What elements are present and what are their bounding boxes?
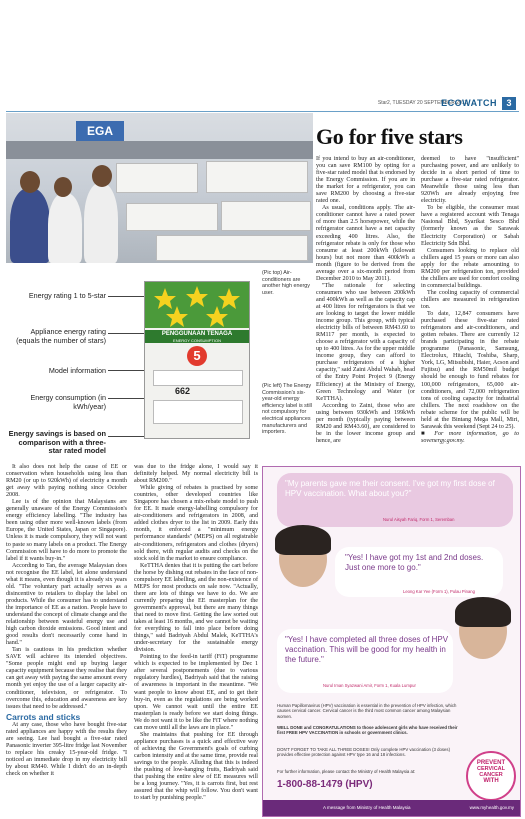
stars-graphic [145, 282, 249, 328]
label-info-box [153, 370, 243, 386]
paragraph: KeTTHA denies that it is putting the cart before the horse by dishing out rebates in the face of non-compulsory EE labelling, and the non-existence of MEPS for most products on sale now. "Actually, there are lots of things we have to do. We are currently preparing the EE masterplan for the government's approval, but there are many things that need to move first. Getting the law sorted out takes at least 16 months, and we cannot be waiting for everything to fall into place before doing things," said Badriyah Abdul Malek, KeTTHA's under-secretary for the sustainable energy division. [134, 562, 258, 654]
paragraph: It also does not help the cause of EE or conservation when households using less than RM20 (or up to 920kWh) of electricity a month get away with paying nothing since October 2008. [6, 464, 127, 499]
paragraph: If you intend to buy an air-conditioner, you can save RM100 by opting for a five-star rated model that is endorsed by the Energy Commission. If you are in the market for a refrigerator, you can save RM200 by choosing a five-star rated one. [316, 156, 415, 205]
paragraph: "The rationale for selecting consumers who use between 200kWh and 400kWh as well as the capacity cap at 400 litres for refrigerators is that we are looking to target the lower middle income group. This group, with typical electricity bills of between RM43.60 to RM117 per month, is expected to choose a refrigerator with a capacity of up to 400 litres. As for the upper middle income group, they can afford to purchase refrigerators of a higher capacity," said Zaini Abdul Wahab, head of the Entry Point Project 9 (Energy Efficiency) at the Ministry of Energy, Green Technology and Water (or KeTTHA). [316, 282, 415, 402]
paragraph: She maintains that pushing for EE through appliance purchases is a quick and effective way of achieving the Government's goals of curbing carbon intensity and at the same time, provide real savings to the people. Alluding that this is indeed the pushing of low-hanging fruits, Badriyah said that pushing the entire slew of EE measures will be a long journey. "Yes, it is carrots first, but rest assured that the whip will follow. You don't want to start by punishing people." [134, 731, 258, 802]
ad-footer-sponsor: A message from Ministry of Health Malaysia [323, 805, 411, 810]
paragraph: To be eligible, the consumer must have a registered account with Tenaga Nasional Bhd, Syarikat Sesco Bhd (formerly known as the Sarawak Electricity Corporation) or Sabah Electricity Sdn Bhd. [421, 205, 519, 247]
leader-line [108, 370, 144, 371]
shopper [10, 188, 50, 263]
article-column-bottom-1 [6, 464, 127, 778]
info-link[interactable]: ■ For more information, go to sovenergy.gov.my. [421, 430, 519, 444]
ad-body-2: WELL DONE and CONGRATULATIONS to those adolescent girls who have received their first FREE HPV VACCINATION in schools or government clinics. [277, 725, 458, 736]
aircon-unit [116, 163, 198, 193]
annotation-energy-rating: Energy rating 1 to 5-star [28, 291, 106, 300]
headline: Go for five stars [316, 124, 463, 149]
shopper-head [54, 177, 72, 197]
paragraph: Consumers looking to replace old chillers aged 15 years or more can also apply for the rebate amounting to RM200 per refrigeration ton, provided the chillers are used for comfort cooling in commercial buildings. [421, 247, 519, 289]
ad-body-4: For further information, please contact the Ministry of Health Malaysia at: [277, 769, 416, 774]
shopper [84, 183, 118, 263]
paragraph: As usual, conditions apply. The air-conditioner cannot have a rated power of more than 2.5 horsepower, while the refrigerator cannot have a net capacity exceeding 400 litres. Also, the refrigerator rebate is only for those who consume at least 200kWh (kilowatt hours) but not more than 400kWh a month (figure to be derived from the average over a six-month period from December 2010 to May 2011). [316, 205, 415, 282]
ad-quote-1: "My parents gave me their consent. I've got my first dose of HPV vaccination. What about you?" [285, 479, 495, 498]
ad-footer-url[interactable]: www.myhealth.gov.my [469, 805, 514, 810]
ad-quote-1-author: Nurul Aisyah Fariq, Form 1, Seremban [383, 517, 455, 522]
aircon-unit [206, 161, 308, 193]
paragraph: According to Tan, the average Malaysian does not recognise the EE label, let alone understand what it means, even though it is already six years old. "The voluntary part actually serves as a disincentive to retailers to display the label on products. While the consumer has to understand the importance of EE as a nation. People have to understand the concept of climate change and the relationship between wasteful energy use and high carbon dioxide emissions. Good intent and good results don't necessarily come hand in hand." [6, 562, 127, 647]
girl-hair [455, 597, 511, 627]
leader-line [108, 398, 144, 399]
annotation-appliance-rating: Appliance energy rating (equals the number of stars) [16, 327, 106, 345]
paragraph: At any case, those who have bought five-star rated appliances are happy with the results they are seeing. Lee had bought a five-star rated Panasonic inverter 395-litre fridge last November to replace his creaky 15-year-old fridge. "I noticed an immediate drop in my electricity bill by about RM40. While I didn't do an in-depth check on whether it [6, 721, 127, 778]
shopper [48, 193, 82, 263]
article-column-right-1 [316, 156, 415, 445]
paragraph: According to Zaini, those who are using between 930kWh and 199kWh per month (typically paying between RM20 and RM43.60), are considered to be in the lower income group and hence, are [316, 402, 415, 444]
paragraph: deemed to have "insufficient" purchasing power, and are unlikely to decide in a short period of time to purchase a five-star rated refrigerator. Meanwhile those using less than 920Wh are already enjoying free electricity. [421, 156, 519, 205]
girl-hair [275, 525, 331, 555]
annotation-model: Model information [48, 366, 106, 375]
paragraph: Tan is cautious in his prediction whether SAVE will achieve its intended objectives. "Some people might end up buying larger capacity equipment because they realise that they can get away with paying the same amount every month yet enjoy the use of a larger capacity air-conditioner, television, or refrigerator. To overcome this, education and awareness are key issues that need to be addressed." [6, 647, 127, 710]
ad-quote-2: "Yes! I have got my 1st and 2nd doses. Just one more to go." [345, 553, 484, 572]
paragraph: To date, 12,847 consumers have purchased these five-star rated refrigerators and air-conditioners, and gotten rebates. There are currently 12 brands participating in the rebate programme (Panasonic, Samsung, Electrolux, Hitachi, Toshiba, Sharp, York, LG, Mitsubishi, Haier, Acson and Fujitsu) and the RM50mil budget should be enough to fund rebates for 100,000 refrigerators, 65,000 air-conditioners, and 72,000 refrigeration tons of cooling capacity for industrial chillers. The next roadshow on the rebate scheme for the public will be held at the Bintang Mega Mall, Miri, Sarawak this weekend (Sept 24 to 25). [421, 311, 519, 430]
energy-label [144, 281, 250, 439]
hotline-number[interactable]: 1-800-88-1479 (HPV) [277, 779, 373, 790]
star-panel [145, 282, 249, 328]
label-footer-box [153, 400, 243, 424]
article-column-right-2 [421, 156, 519, 445]
badge-line-1: PREVENT [476, 760, 506, 766]
ad-quote-3: "Yes! I have completed all three doses of HPV vaccination. This will be good for my health in the future." [285, 635, 449, 664]
star-icon [206, 306, 228, 327]
blank-top-area [0, 0, 525, 97]
page-number: 3 [502, 97, 516, 110]
hpv-advertisement [262, 466, 521, 817]
paragraph: While giving of rebates is practised by some countries, other developed countries like Singapore has chosen a mix-rebate model to push for EE. It made energy-labelling compulsory for air-conditioners and refrigerators in 2008, and added clothes dryer to the list in 2009. Early this month, it enforced a "minimum energy performance standards" (MEPS) on all registrable air-conditioners, refrigerators and clothes (dryers) sold there, with regular audits and checks on the stock sold in the market to ensure compliance. [134, 485, 258, 562]
star-icon [166, 306, 188, 327]
ad-body-1: Human Papillomavirus (HPV) vaccination is essential in the prevention of HPV infection, which causes cervical cancer. Cervical cancer is the third most common cancer among Malaysian women. [277, 703, 457, 719]
star-icon [154, 288, 176, 309]
badge-line-3: WITH [483, 778, 499, 784]
page-header [6, 97, 519, 112]
photo-caption-left: (Pic left) The Energy Commission's six-year-old energy efficiency label is still not compulsory for electrical appliances manufacturers and importers. [262, 383, 312, 436]
shopper-head [92, 165, 112, 187]
ad-body-3: DON'T FORGET TO TAKE ALL THREE DOSES! Only complete HPV vaccination (3 doses) provides effective protection against HPV type 16 and 18 infections. [277, 747, 450, 758]
annotation-consumption: Energy consumption (in kWh/year) [30, 393, 106, 411]
ad-quote-3-author: Nurul Iman Syazwani Amir, Form 1, Kuala Lumpur [323, 683, 416, 688]
paragraph: The cooling capacity of commercial chillers are measured in refrigeration ton. [421, 289, 519, 310]
shelf [6, 141, 313, 159]
badge-line-2: CERVICAL CANCER [476, 766, 505, 778]
section-title: ECOWATCH [441, 98, 497, 108]
shopper-head [20, 171, 40, 193]
prevent-cervical-cancer-logo [466, 751, 516, 801]
label-subtitle: ENERGY CONSUMPTION [173, 338, 221, 343]
ad-footer [263, 800, 520, 816]
paragraph: was due to the fridge alone, I would say it definitely helped. My normal electricity bill is about RM200." [134, 464, 258, 485]
label-title: PENGGUNAAN TENAGA [145, 330, 249, 343]
store-photo [6, 113, 313, 263]
store-sign: EGA [76, 121, 124, 141]
star-rating-badge: 5 [187, 346, 207, 366]
star-icon [218, 288, 240, 309]
annotation-savings: Energy savings is based on comparison with a three-star rated model [8, 429, 106, 455]
paragraph: Lee is of the opinion that Malaysians are generally unaware of the Energy Commission's energy efficiency labelling. "The industry has been using other more well-known labels (from Europe, the United States, Japan or Singapore). Unless it is made compulsory, they will not want to paste so many labels on a product. The Energy Commission will have to do more to promote the label if it wants buy-in." [6, 499, 127, 562]
issue-info: Star2, TUESDAY 20 SEPTEMBER 2011 [377, 100, 467, 106]
article-column-bottom-2 [134, 464, 258, 802]
leader-line [108, 333, 144, 334]
leader-line [108, 296, 144, 297]
aircon-unit [126, 203, 218, 231]
subheading: Carrots and sticks [6, 711, 81, 722]
paragraph: Pointing to the feed-in tariff (FiT) programme which is expected to be implemented by Dec 1 after several postponements (due to various regulatory hurdles), Badriyah said that the raising of awareness is important in the meantime. "We want people to know about EE, and to get their buy-in, even as the regulations are being worked upon. We cannot wait until the entire EE masterplan is ready before we start doing things. We do not want it to be like the FiT where nothing can move until all the laws are in place." [134, 654, 258, 731]
kwh-value: 662 [175, 386, 191, 396]
photo-caption-top: (Pic top) Air-conditioners are another high energy user. [262, 270, 310, 296]
ad-quote-2-author: Leong Kar Yee (Form 1), Pulau Pinang [403, 589, 475, 594]
aircon-unit [221, 201, 311, 231]
aircon-unit [156, 235, 308, 261]
leader-line [108, 436, 144, 437]
star-icon [186, 286, 208, 307]
